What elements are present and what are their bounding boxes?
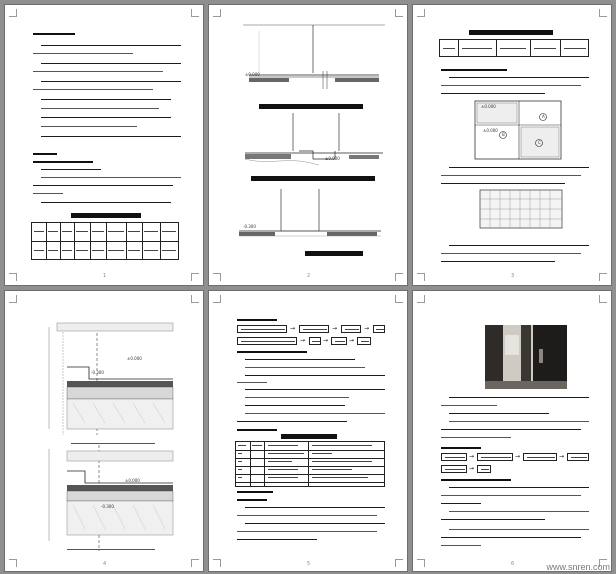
text-line: [449, 511, 589, 512]
text-line: [449, 77, 589, 78]
sub-heading: [33, 161, 93, 163]
page-corner-mark: [9, 559, 17, 567]
page-corner-mark: [599, 273, 607, 281]
text-line: [441, 437, 511, 438]
flow-arrow-icon: →: [364, 325, 370, 332]
flow-step: [523, 453, 557, 461]
page-corner-mark: [395, 559, 403, 567]
text-line: [41, 108, 159, 109]
plan-marker-b: B: [502, 132, 505, 137]
text-line: [245, 507, 385, 508]
text-line: [41, 99, 171, 100]
text-line: [245, 523, 385, 524]
site-photo: [485, 325, 567, 389]
table-title: [71, 213, 141, 218]
drawing-caption: [305, 251, 363, 256]
data-table: [31, 222, 179, 260]
flow-step: [477, 453, 513, 461]
elevation-label: -0.300: [91, 370, 104, 375]
text-line: [245, 413, 385, 414]
section-drawing-1: [239, 21, 389, 103]
flow-arrow-icon: →: [300, 337, 306, 344]
section-drawing-3: [235, 187, 385, 255]
plan-marker-a: A: [542, 114, 545, 119]
flow-arrow-icon: →: [469, 453, 475, 460]
page-corner-mark: [395, 9, 403, 17]
elevation-label: ±0.000: [481, 104, 496, 109]
page-corner-mark: [191, 9, 199, 17]
page-corner-mark: [599, 295, 607, 303]
page-number: 3: [511, 273, 515, 279]
flow-step: [237, 325, 287, 333]
text-line: [441, 519, 545, 520]
page-corner-mark: [213, 295, 221, 303]
text-line: [41, 136, 181, 137]
sub-heading: [441, 447, 481, 449]
data-table: [235, 441, 385, 487]
elevation-label: ±0.000: [127, 356, 142, 361]
page-number: 6: [511, 561, 515, 567]
flow-arrow-icon: →: [559, 453, 565, 460]
page-corner-mark: [9, 295, 17, 303]
flow-arrow-icon: →: [515, 453, 521, 460]
flow-arrow-icon: →: [349, 337, 355, 344]
flow-arrow-icon: →: [290, 325, 296, 332]
page-corner-mark: [395, 273, 403, 281]
drawing-caption: [67, 549, 155, 550]
text-line: [245, 389, 385, 390]
text-line: [441, 495, 581, 496]
floor-detail-drawing-2: [33, 441, 183, 557]
flow-arrow-icon: →: [323, 337, 329, 344]
text-line: [41, 63, 181, 64]
sub-heading: [237, 319, 277, 321]
text-line: [245, 405, 345, 406]
elevation-label: ±0.000: [325, 156, 340, 161]
flow-step: [299, 325, 329, 333]
page-corner-mark: [9, 273, 17, 281]
elevation-label: -0.300: [243, 224, 256, 229]
flow-step: [357, 337, 371, 345]
watermark-text: www.snren.com: [546, 562, 610, 572]
text-line: [449, 245, 589, 246]
flow-step: [341, 325, 361, 333]
text-line: [245, 367, 365, 368]
page-corner-mark: [417, 295, 425, 303]
page-number: 2: [307, 273, 311, 279]
flow-step: [441, 453, 467, 461]
flow-step: [567, 453, 589, 461]
text-line: [441, 429, 581, 430]
section-drawing-2: [239, 111, 389, 171]
tile-layout-drawing: [479, 189, 563, 229]
table-title: [281, 434, 337, 439]
text-line: [441, 93, 545, 94]
plan-marker-c: C: [538, 140, 541, 145]
flow-step: [373, 325, 385, 333]
text-line: [41, 45, 181, 46]
text-line: [441, 253, 581, 254]
text-line: [33, 53, 133, 54]
flow-arrow-icon: →: [332, 325, 338, 332]
text-line: [41, 81, 181, 82]
section-heading: [33, 33, 75, 35]
text-line: [237, 421, 347, 422]
text-line: [237, 539, 317, 540]
page-number: 1: [103, 273, 107, 279]
section-heading: [237, 491, 273, 493]
flow-step: [477, 465, 491, 473]
text-line: [441, 405, 497, 406]
text-line: [449, 397, 589, 398]
text-line: [449, 421, 589, 422]
drawing-caption: [251, 176, 375, 181]
document-page-2[interactable]: [208, 4, 408, 286]
flow-arrow-icon: →: [469, 465, 475, 472]
text-line: [41, 117, 171, 118]
text-line: [245, 397, 349, 398]
sub-heading: [237, 429, 277, 431]
flow-step: [441, 465, 467, 473]
page-corner-mark: [191, 273, 199, 281]
document-page-3[interactable]: [412, 4, 612, 286]
page-corner-mark: [9, 9, 17, 17]
text-line: [441, 183, 565, 184]
data-table: [439, 39, 589, 57]
document-page-1[interactable]: [4, 4, 204, 286]
text-line: [245, 359, 355, 360]
flow-step: [309, 337, 321, 345]
page-corner-mark: [213, 559, 221, 567]
sub-heading: [237, 499, 267, 501]
text-line: [245, 375, 385, 376]
page-corner-mark: [191, 559, 199, 567]
text-line: [441, 261, 555, 262]
table-title: [469, 30, 553, 35]
flow-step: [331, 337, 347, 345]
sub-heading: [237, 351, 307, 353]
text-line: [33, 185, 173, 186]
text-line: [33, 193, 63, 194]
elevation-label: ±0.000: [483, 128, 498, 133]
text-line: [41, 177, 181, 178]
drawing-caption: [259, 104, 363, 109]
page-corner-mark: [213, 9, 221, 17]
text-line: [237, 531, 377, 532]
text-line: [449, 487, 589, 488]
elevation-label: ±0.000: [125, 478, 140, 483]
floor-detail-drawing-1: [33, 319, 183, 439]
text-line: [33, 89, 153, 90]
sub-heading: [441, 69, 507, 71]
text-line: [449, 167, 589, 168]
text-line: [41, 202, 171, 203]
page-corner-mark: [417, 9, 425, 17]
document-page-4[interactable]: [4, 290, 204, 572]
text-line: [237, 382, 267, 383]
page-corner-mark: [395, 295, 403, 303]
page-number: 5: [307, 561, 311, 567]
text-line: [41, 169, 101, 170]
page-number: 4: [103, 561, 107, 567]
page-corner-mark: [417, 559, 425, 567]
text-line: [237, 515, 377, 516]
text-line: [441, 503, 481, 504]
text-line: [33, 71, 163, 72]
text-line: [441, 85, 581, 86]
section-heading: [33, 153, 57, 155]
text-line: [441, 545, 481, 546]
page-corner-mark: [599, 9, 607, 17]
sub-heading: [441, 479, 511, 481]
text-line: [441, 537, 581, 538]
page-corner-mark: [417, 273, 425, 281]
flow-step: [237, 337, 297, 345]
text-line: [441, 175, 581, 176]
text-line: [449, 529, 589, 530]
page-corner-mark: [191, 295, 199, 303]
page-corner-mark: [213, 273, 221, 281]
text-line: [41, 126, 137, 127]
elevation-label: -0.300: [101, 504, 114, 509]
document-page-6[interactable]: [412, 290, 612, 572]
document-page-5[interactable]: [208, 290, 408, 572]
elevation-label: ±0.000: [245, 72, 260, 77]
text-line: [449, 413, 549, 414]
